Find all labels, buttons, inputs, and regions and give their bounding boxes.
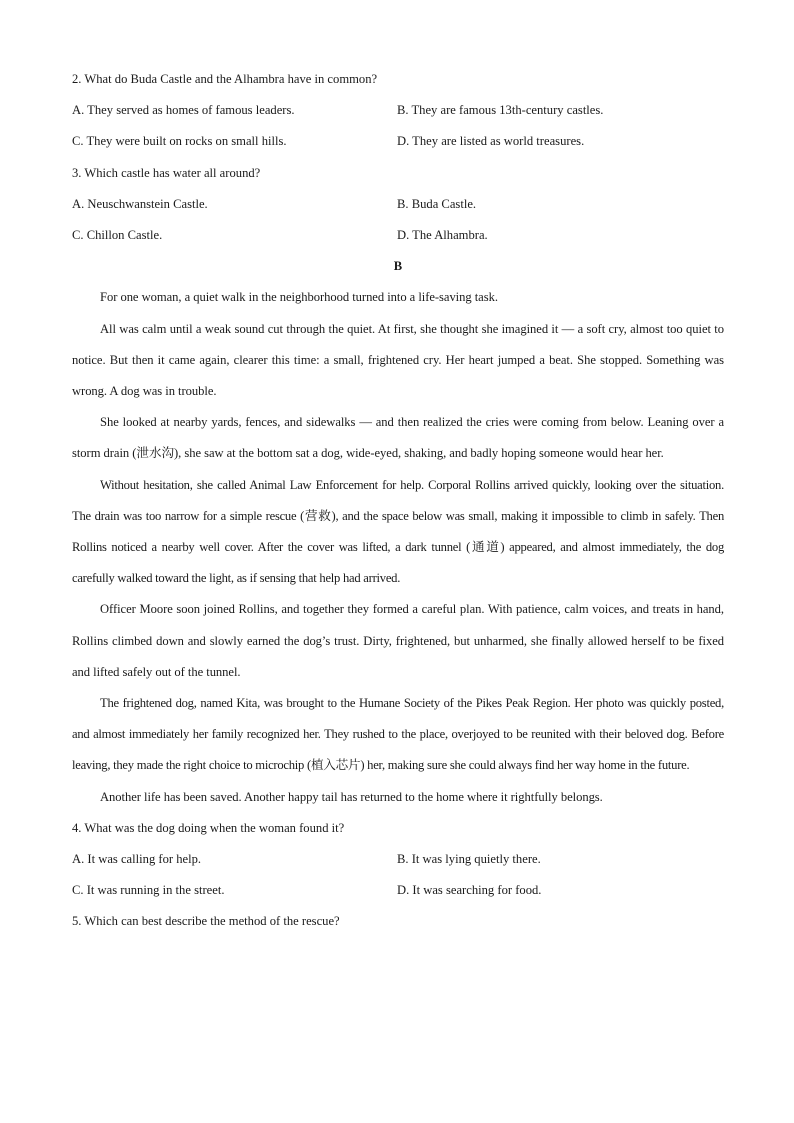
question-4-option-d: D. It was searching for food.	[397, 883, 542, 898]
question-4-options-row-2	[72, 875, 724, 906]
passage-paragraph-3: She looked at nearby yards, fences, and sidewalks — and then realized the cries were coming from below. Leaning over a storm drain (泄水沟), she saw at the bottom sat a dog, wide-eyed, shaking, and badly hoping someone would hear her.	[72, 415, 724, 461]
question-4-options-row-1	[72, 844, 724, 875]
passage-paragraph-4: Without hesitation, she called Animal Law Enforcement for help. Corporal Rollins arrived quickly, looking over the situation. The drain was too narrow for a simple rescue (营救), and the space below was small, making it impossible to climb in safely. Then Rollins noticed a nearby well cover. After the cover was lifted, a dark tunnel (通道) appeared, and almost immediately, the dog carefully walked toward the light, as if sensing that help had arrived.	[72, 477, 724, 586]
passage-paragraph-2: All was calm until a weak sound cut through the quiet. At first, she thought she imagined it — a soft cry, almost too quiet to notice. But then it came again, clearer this time: a small, frightened cry. Her heart jumped a beat. She stopped. Something was wrong. A dog was in trouble.	[72, 321, 724, 398]
question-4-option-c: C. It was running in the street.	[72, 883, 225, 898]
question-2-options-row-2	[72, 126, 724, 157]
question-3-option-c: C. Chillon Castle.	[72, 227, 163, 242]
question-4-stem: 4. What was the dog doing when the woman found it?	[72, 820, 345, 835]
question-2-option-b: B. They are famous 13th-century castles.	[397, 103, 604, 118]
question-3-options-row-1	[72, 189, 724, 220]
passage-paragraph-5: Officer Moore soon joined Rollins, and together they formed a careful plan. With patience, calm voices, and treats in hand, Rollins climbed down and slowly earned the dog’s trust. Dirty, frightened, but unharmed, she finally allowed herself to be fixed and lifted safely out of the tunnel.	[72, 602, 724, 679]
question-3-options-row-2	[72, 220, 724, 251]
question-2-option-c: C. They were built on rocks on small hills.	[72, 134, 287, 149]
question-2-stem: 2. What do Buda Castle and the Alhambra have in common?	[72, 72, 378, 86]
question-5-stem: 5. Which can best describe the method of the rescue?	[72, 914, 340, 929]
question-2-option-a: A. They served as homes of famous leaders.	[72, 103, 295, 118]
question-3-stem: 3. Which castle has water all around?	[72, 165, 261, 180]
question-4-option-a: A. It was calling for help.	[72, 851, 202, 866]
passage-paragraph-6: The frightened dog, named Kita, was brought to the Humane Society of the Pikes Peak Region. Her photo was quickly posted, and almost immediately her family recognized her. They rushed to the place, overjoyed to be reunited with their beloved dog. Before leaving, they made the right choice to microchip (植入芯片) her, making sure she could always find her way home in the future.	[72, 695, 724, 773]
document-page	[72, 64, 724, 938]
passage-paragraph-1: For one woman, a quiet walk in the neighborhood turned into a life-saving task.	[100, 290, 498, 305]
question-2-options-row-1	[72, 95, 724, 126]
passage-paragraph-7: Another life has been saved. Another happy tail has returned to the home where it rightfully belongs.	[100, 789, 603, 804]
question-3-option-d: D. The Alhambra.	[397, 227, 488, 242]
question-3-option-a: A. Neuschwanstein Castle.	[72, 196, 208, 211]
question-2-option-d: D. They are listed as world treasures.	[397, 134, 585, 149]
question-3-option-b: B. Buda Castle.	[397, 196, 477, 211]
question-4-option-b: B. It was lying quietly there.	[397, 851, 541, 866]
section-b-title: B	[393, 259, 403, 274]
